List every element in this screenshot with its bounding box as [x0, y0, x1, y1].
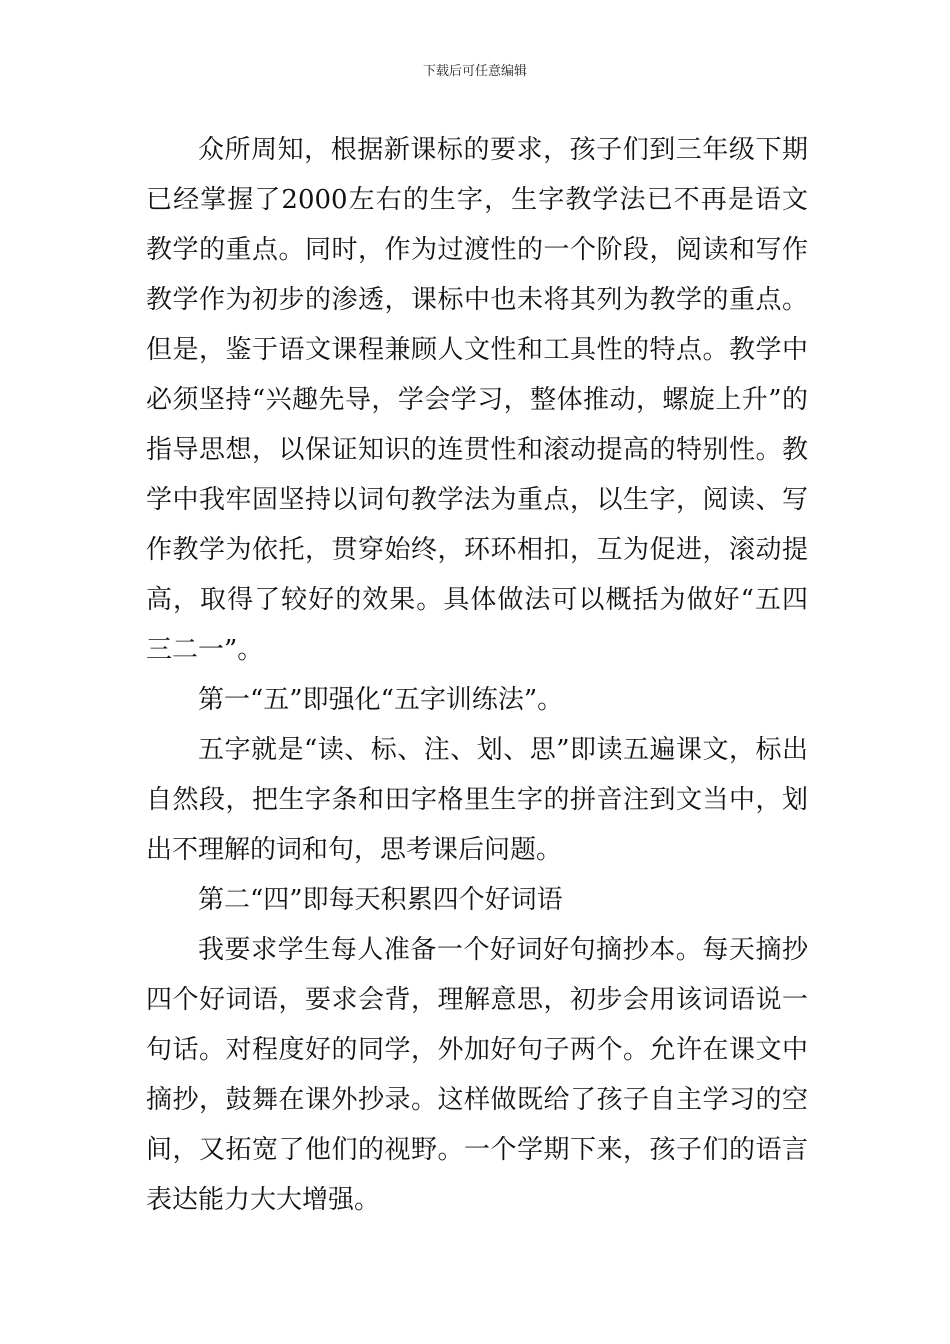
- heading-first-five: 第一“五”即强化“五字训练法”。: [198, 685, 564, 715]
- paragraph-five-words: 五字就是“读、标、注、划、思”即读五遍课文，标出自然段，把生字条和田字格里生字的拼音注到文当中，划出不理解的词和句，思考课后问题。: [146, 735, 808, 865]
- heading-second-four: 第二“四”即每天积累四个好词语: [198, 885, 563, 915]
- paragraph-four-words: 我要求学生每人准备一个好词好句摘抄本。每天摘抄四个好词语，要求会背，理解意思，初步会用该词语说一句话。对程度好的同学，外加好句子两个。允许在课文中摘抄，鼓舞在课外抄录。这样做既给了孩子自主学习的空间，又拓宽了他们的视野。一个学期下来，孩子们的语言表达能力大大增强。: [146, 935, 808, 1215]
- document-body: [146, 125, 808, 1225]
- page-header: 下载后可任意编辑: [422, 64, 527, 79]
- paragraph-intro: 众所周知，根据新课标的要求，孩子们到三年级下期已经掌握了2000左右的生字，生字教学法已不再是语文教学的重点。同时，作为过渡性的一个阶段，阅读和写作教学作为初步的渗透，课标中也未将其列为教学的重点。但是，鉴于语文课程兼顾人文性和工具性的特点。教学中必须坚持“兴趣先导，学会学习，整体推动，螺旋上升”的指导思想，以保证知识的连贯性和滚动提高的特别性。教学中我牢固坚持以词句教学法为重点，以生字，阅读、写作教学为依托，贯穿始终，环环相扣，互为促进，滚动提高，取得了较好的效果。具体做法可以概括为做好“五四三二一”。: [146, 135, 808, 665]
